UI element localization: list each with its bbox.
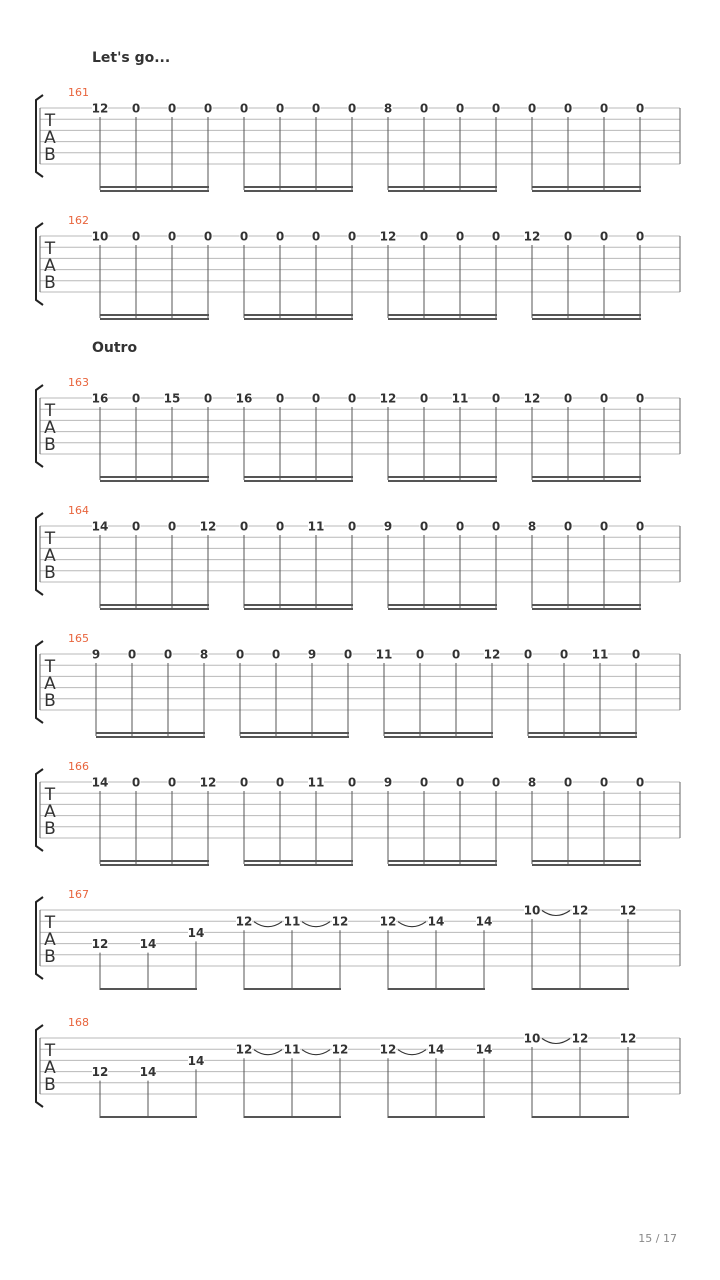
fret-number: 0 [311,101,321,116]
fret-number: 0 [419,229,429,244]
beam [532,318,641,320]
beam [532,480,641,482]
tab-letter-a: A [44,418,56,438]
beam [388,190,497,192]
fret-number: 11 [375,647,393,662]
fret-number: 8 [527,519,537,534]
beam [532,604,641,606]
beam [528,736,637,738]
beam [244,476,353,478]
fret-number: 12 [379,914,397,929]
beam [532,476,641,478]
fret-number: 11 [307,519,325,534]
fret-number: 0 [167,229,177,244]
tab-letter-t: T [44,529,56,549]
beam [388,318,497,320]
fret-number: 0 [239,519,249,534]
section-label: Outro [92,340,138,356]
tab-letter-t: T [44,785,56,805]
beam [96,736,205,738]
fret-number: 0 [347,519,357,534]
fret-number: 0 [235,647,245,662]
fret-number: 10 [523,903,541,918]
fret-number: 12 [199,519,217,534]
fret-number: 0 [347,775,357,790]
fret-number: 0 [599,229,609,244]
fret-number: 0 [491,519,501,534]
fret-number: 0 [491,101,501,116]
beam [532,190,641,192]
fret-number: 14 [91,519,109,534]
beam [388,314,497,316]
beam [532,186,641,188]
fret-number: 0 [635,519,645,534]
beam [100,604,209,606]
tab-letter-a: A [44,128,56,148]
fret-number: 0 [451,647,461,662]
fret-number: 14 [187,925,205,940]
fret-number: 12 [91,101,109,116]
fret-number: 0 [563,775,573,790]
fret-number: 12 [199,775,217,790]
beam [100,480,209,482]
page-number: 15 / 17 [638,1232,677,1245]
fret-number: 0 [131,519,141,534]
fret-number: 0 [599,775,609,790]
fret-number: 12 [379,229,397,244]
fret-number: 0 [419,101,429,116]
fret-number: 12 [571,1031,589,1046]
fret-number: 9 [383,519,393,534]
slur-mark [542,911,570,916]
fret-number: 16 [91,391,109,406]
tab-letter-a: A [44,674,56,694]
beam [388,988,485,990]
tab-letter-b: B [44,1075,56,1095]
tab-letter-b: B [44,145,56,165]
fret-number: 0 [491,775,501,790]
beam [244,604,353,606]
beam [388,476,497,478]
fret-number: 9 [307,647,317,662]
beam [100,476,209,478]
fret-number: 0 [455,101,465,116]
fret-number: 12 [379,1042,397,1057]
fret-number: 16 [235,391,253,406]
measure-number: 162 [68,214,89,227]
fret-number: 0 [455,519,465,534]
fret-number: 0 [163,647,173,662]
fret-number: 10 [91,229,109,244]
fret-number: 0 [563,519,573,534]
fret-number: 0 [563,391,573,406]
tab-letter-t: T [44,111,56,131]
fret-number: 0 [599,519,609,534]
beam [244,608,353,610]
fret-number: 8 [199,647,209,662]
beam [244,988,341,990]
tab-letter-b: B [44,435,56,455]
beam [100,1116,197,1118]
fret-number: 0 [631,647,641,662]
fret-number: 9 [91,647,101,662]
beam [388,864,497,866]
fret-number: 0 [419,775,429,790]
fret-number: 0 [203,229,213,244]
fret-number: 0 [275,101,285,116]
slur-mark [254,922,282,927]
tab-letter-a: A [44,546,56,566]
fret-number: 0 [275,519,285,534]
fret-number: 0 [275,775,285,790]
fret-number: 0 [563,229,573,244]
fret-number: 0 [491,229,501,244]
fret-number: 11 [591,647,609,662]
fret-number: 0 [635,775,645,790]
fret-number: 0 [599,101,609,116]
beam [100,318,209,320]
beam [244,1116,341,1118]
fret-number: 0 [635,229,645,244]
fret-number: 12 [91,1065,109,1080]
fret-number: 12 [523,229,541,244]
slur-mark [542,1039,570,1044]
fret-number: 0 [559,647,569,662]
fret-number: 14 [475,1042,493,1057]
fret-number: 0 [131,391,141,406]
fret-number: 0 [275,391,285,406]
fret-number: 0 [415,647,425,662]
slur-mark [302,922,330,927]
fret-number: 15 [163,391,181,406]
fret-number: 8 [383,101,393,116]
beam [388,608,497,610]
section-label: Let's go... [92,50,171,66]
beam [100,190,209,192]
fret-number: 0 [127,647,137,662]
fret-number: 0 [167,101,177,116]
fret-number: 0 [635,391,645,406]
beam [244,480,353,482]
tab-letter-b: B [44,691,56,711]
beam [384,736,493,738]
tab-letter-b: B [44,273,56,293]
beam [532,988,629,990]
beam [244,314,353,316]
beam [100,860,209,862]
fret-number: 0 [563,101,573,116]
slur-mark [398,1050,426,1055]
tab-letter-t: T [44,913,56,933]
fret-number: 8 [527,775,537,790]
measure-number: 164 [68,504,89,517]
fret-number: 0 [419,519,429,534]
fret-number: 11 [283,1042,301,1057]
beam [532,314,641,316]
fret-number: 0 [167,775,177,790]
tab-letter-a: A [44,1058,56,1078]
fret-number: 11 [451,391,469,406]
fret-number: 14 [475,914,493,929]
fret-number: 0 [455,775,465,790]
beam [532,864,641,866]
beam [244,186,353,188]
fret-number: 14 [139,1065,157,1080]
fret-number: 12 [571,903,589,918]
fret-number: 12 [235,914,253,929]
fret-number: 0 [311,229,321,244]
tab-letter-b: B [44,819,56,839]
fret-number: 0 [239,775,249,790]
fret-number: 0 [239,229,249,244]
beam [532,1116,629,1118]
tab-letter-a: A [44,930,56,950]
fret-number: 12 [523,391,541,406]
fret-number: 0 [239,101,249,116]
fret-number: 0 [347,391,357,406]
fret-number: 0 [271,647,281,662]
tab-letter-b: B [44,947,56,967]
beam [388,1116,485,1118]
fret-number: 0 [455,229,465,244]
beam [384,732,493,734]
fret-number: 0 [131,101,141,116]
beam [388,480,497,482]
fret-number: 12 [235,1042,253,1057]
beam [244,318,353,320]
fret-number: 12 [91,937,109,952]
fret-number: 9 [383,775,393,790]
beam [244,864,353,866]
fret-number: 12 [331,1042,349,1057]
fret-number: 14 [91,775,109,790]
slur-mark [254,1050,282,1055]
slur-mark [398,922,426,927]
fret-number: 0 [203,391,213,406]
beam [100,608,209,610]
measure-number: 161 [68,86,89,99]
measure-number: 168 [68,1016,89,1029]
fret-number: 0 [419,391,429,406]
tab-letter-a: A [44,256,56,276]
beam [96,732,205,734]
tab-letter-t: T [44,239,56,259]
fret-number: 0 [131,229,141,244]
fret-number: 12 [483,647,501,662]
fret-number: 0 [523,647,533,662]
fret-number: 14 [427,914,445,929]
fret-number: 14 [427,1042,445,1057]
beam [244,860,353,862]
fret-number: 14 [139,937,157,952]
fret-number: 11 [283,914,301,929]
fret-number: 0 [131,775,141,790]
beam [244,190,353,192]
fret-number: 0 [491,391,501,406]
fret-number: 12 [619,1031,637,1046]
fret-number: 0 [311,391,321,406]
fret-number: 0 [347,229,357,244]
beam [388,604,497,606]
slur-mark [302,1050,330,1055]
fret-number: 12 [331,914,349,929]
fret-number: 0 [599,391,609,406]
fret-number: 0 [343,647,353,662]
beam [240,732,349,734]
measure-number: 165 [68,632,89,645]
beam [100,988,197,990]
fret-number: 0 [167,519,177,534]
beam [388,186,497,188]
beam [532,608,641,610]
tab-letter-b: B [44,563,56,583]
fret-number: 0 [275,229,285,244]
measure-number: 163 [68,376,89,389]
beam [240,736,349,738]
fret-number: 12 [379,391,397,406]
fret-number: 11 [307,775,325,790]
fret-number: 0 [527,101,537,116]
beam [528,732,637,734]
tab-letter-a: A [44,802,56,822]
tab-letter-t: T [44,401,56,421]
fret-number: 0 [635,101,645,116]
fret-number: 0 [203,101,213,116]
tab-letter-t: T [44,1041,56,1061]
fret-number: 0 [347,101,357,116]
beam [100,314,209,316]
fret-number: 14 [187,1053,205,1068]
fret-number: 10 [523,1031,541,1046]
beam [532,860,641,862]
measure-number: 166 [68,760,89,773]
beam [388,860,497,862]
beam [100,864,209,866]
fret-number: 12 [619,903,637,918]
tab-letter-t: T [44,657,56,677]
measure-number: 167 [68,888,89,901]
beam [100,186,209,188]
